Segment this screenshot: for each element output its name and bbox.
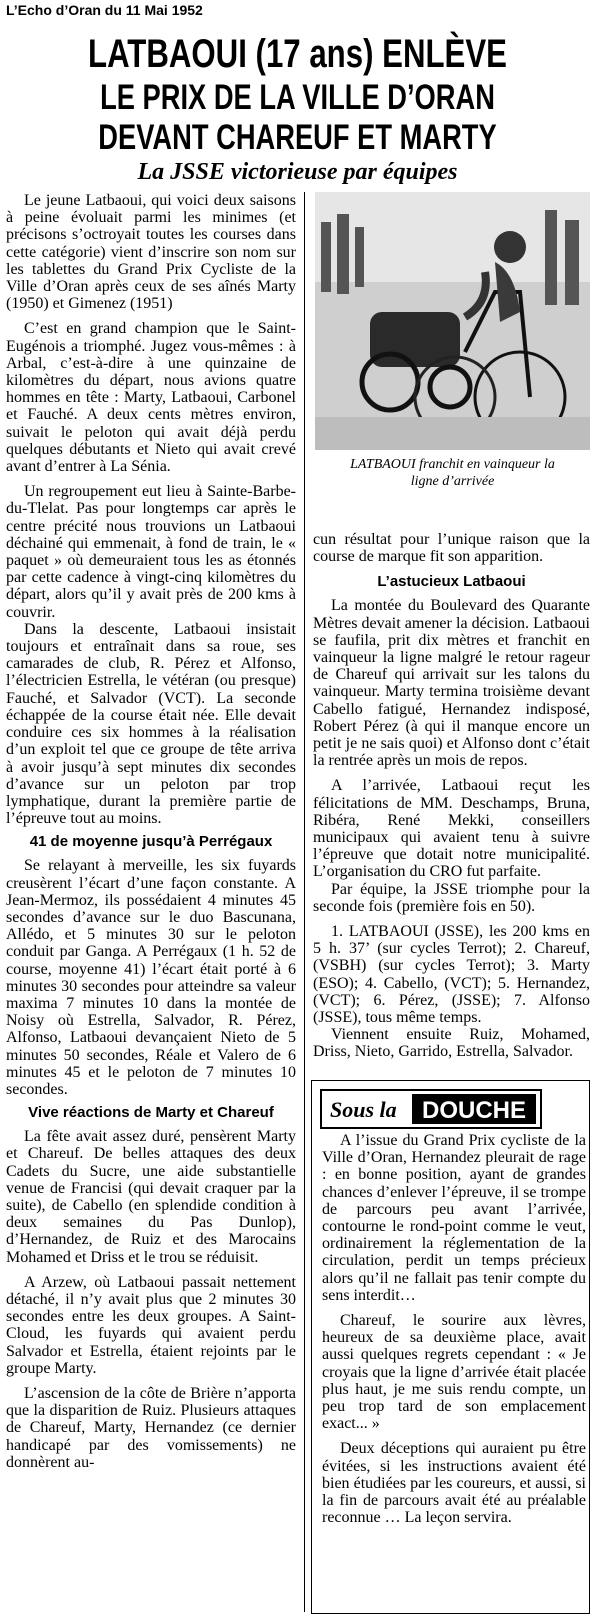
headline-line-1: LATBAOUI (17 ans) ENLÈVE <box>88 32 507 76</box>
race-finish-photo <box>315 192 590 450</box>
article-paragraph: La montée du Boulevard des Quarante Mètres devait amener la décision. Latbaoui se faufila, prit dix mètres et franchit en vainqueur la ligne malgré le retour rageur de Chareuf qui arrivait sur les talons du vainqueur. Marty termina troisième devant Cabello fatigué, Hernandez indisposé, Robert Pérez (à qui il manque encore un petit je ne sais quoi) et Alfonso dont c’était la rentrée après un mois de repos. <box>313 597 590 770</box>
logo-script-text: Sous la <box>330 1097 397 1122</box>
section-subheading: Vive réactions de Marty et Chareuf <box>28 1104 274 1122</box>
article-paragraph: C’est en grand champion que le Saint-Eugénois a triomphé. Jugez vous-mêmes : à Arbal, c’est-à-dire à une quinzaine de kilomètres du départ, nous avions quatre hommes en tête : Marty, Latbaoui, Carbonel et Fauché. A deux cents mètres environ, suivait le peloton qui avait déjà perdu quelques débutants et Nieto qui avait crevé avant d’entrer à La Sénia. <box>6 320 296 476</box>
headline-line-3: DEVANT CHAREUF ET MARTY <box>98 118 497 157</box>
article-paragraph: Dans la descente, Latbaoui insistait toujours et entraînait dans sa roue, ses camarades de club, R. Pérez et Alfonso, l’électricien Estrella, le vétéran (ou presque) Fauché, et Salvador (VCT). La seconde échappée de la course était née. Elle devait conduire ces six hommes à la réalisation d’un exploit tel que ce groupe de tête arriva à avoir jusqu’à sept minutes dix secondes d’avance sur un peloton par trop lymphatique, durant la première partie de l’épreuve tout au moins. <box>6 620 296 828</box>
article-paragraph: L’ascension de la côte de Brière n’apporta que la disparition de Ruiz. Plusieurs attaques de Chareuf, Marty, Hernandez (ce dernier handicapé par des vomissements) ne donnèrent au- <box>6 1385 296 1471</box>
newspaper-source-line: L’Echo d’Oran du 11 Mai 1952 <box>6 2 203 18</box>
box-paragraph: Chareuf, le sourire aux lèvres, heureux de sa deuxième place, avait aussi quelques regrets cependant : « Je croyais que la ligne d’arrivée était placée plus haut, je me suis rendu compte, un peu trop tard de son emplacement exact... » <box>322 1312 586 1433</box>
column-divider <box>304 192 305 1612</box>
headline-line-2: LE PRIX DE LA VILLE D’ORAN <box>100 78 495 117</box>
cyclist-illustration <box>315 192 590 450</box>
race-results: 1. LATBAOUI (JSSE), les 200 kms en 5 h. 37’ (sur cycles Terrot); 2. Chareuf, (VSBH) (sur cycles Terrot); 3. Marty (ESO); 4. Cabello, (VCT); 5. Hernandez, (VCT); 6. Pérez, (JSSE); 7. Alfonso (JSSE), tous même temps. <box>313 923 590 1027</box>
photo-caption-line: LATBAOUI franchit en vainqueur la <box>350 457 555 472</box>
race-results-others: Viennent ensuite Ruiz, Mohamed, Driss, Nieto, Garrido, Estrella, Salvador. <box>313 1026 590 1061</box>
box-paragraph: Deux déceptions qui auraient pu être évitées, si les instructions avaient été bien étudiées par les coureurs, et aussi, si la fin de parcours avait été au préalable reconnue … La leçon servira. <box>322 1440 586 1527</box>
article-paragraph: A Arzew, où Latbaoui passait nettement détaché, il n’y avait plus que 2 minutes 30 secondes entre les deux groupes. A Saint-Cloud, les fuyards qui avaient perdu Salvador et Estrella, étaient rejoints par le groupe Marty. <box>6 1273 296 1377</box>
article-paragraph: Le jeune Latbaoui, qui voici deux saisons à peine évoluait parmi les minimes (et précisons s’octroyait toutes les courses dans cette catégorie) vient d’inscrire son nom sur les tablettes du Grand Prix Cycliste de la Ville d’Oran après ceux de ses aînés Marty (1950) et Gimenez (1951) <box>6 192 296 313</box>
box-text <box>322 1132 586 1534</box>
left-column <box>6 192 296 1471</box>
section-subheading: L’astucieux Latbaoui <box>377 573 526 591</box>
sous-la-douche-logo <box>320 1089 542 1129</box>
article-paragraph: Un regroupement eut lieu à Sainte-Barbe-du-Tlelat. Pas pour longtemps car après le centre précité nous trouvions un Latbaoui déchainé qui emmenait, à fond de train, le « paquet » où demeuraient tous les as étonnés par cette cadence à vingt-cinq kilomètres du départ, alors qu’il y avait près de 200 kms à couvrir. <box>6 483 296 621</box>
right-column <box>313 531 590 1069</box>
subheadline: La JSSE victorieuse par équipes <box>137 159 458 185</box>
photo-caption <box>315 456 590 490</box>
article-paragraph: Se relayant à merveille, les six fuyards creusèrent l’écart d’une façon constante. A Jean-Mermoz, ils possédaient 4 minutes 45 secondes d’avance sur le duo Bascunana, Allédo, et 5 minutes 30 sur le peloton conduit par Ganga. A Perrégaux (1 h. 52 de course, moyenne 41) l’écart était porté à 6 minutes 30 secondes pour atteindre sa valeur maxima 7 minutes 10 dans la montée de Noisy où Estrella, Salvador, R. Pérez, Alfonso, Latbaoui devançaient Nieto de 5 minutes 50 secondes, Réale et Valero de 6 minutes 45 et le peloton de 7 minutes 10 secondes. <box>6 857 296 1098</box>
article-paragraph: La fête avait assez duré, pensèrent Marty et Chareuf. De belles attaques des deux Cadets du Sucre, une aide substantielle venue de Francisi (qui devait craquer par la suite), de Cabello (en splendide condition à deux semaines du Pas Dunlop), d’Hernandez, de Ruiz et des Marocains Mohamed et Driss et le trou se réduisit. <box>6 1128 296 1266</box>
box-paragraph: A l’issue du Grand Prix cycliste de la Ville d’Oran, Hernandez pleurait de rage : en bonne position, ayant de grandes chances d’enlever l’épreuve, il se trompe de parcours peu avant l’arrivée, contourne le rond-point comme le veut, ordinairement la réglementation de la circulation, perdit un temps précieux alors qu’il ne fallait pas tenir compte du sens interdit… <box>322 1132 586 1304</box>
article-paragraph: A l’arrivée, Latbaoui reçut les félicitations de MM. Deschamps, Bruna, Ribéra, René Mekki, conseillers municipaux qui avaient tenu à suivre l’épreuve que dotait notre municipalité. L’organisation du CRO fut parfaite. <box>313 777 590 881</box>
section-subheading: 41 de moyenne jusqu’à Perrégaux <box>29 833 273 851</box>
logo-word-text: DOUCHE <box>421 1097 527 1124</box>
photo-caption-line: ligne d’arrivée <box>410 474 495 489</box>
article-paragraph: Par équipe, la JSSE triomphe pour la seconde fois (première fois en 50). <box>313 880 590 915</box>
article-paragraph: cun résultat pour l’unique raison que la course de marque fit son apparition. <box>313 531 590 566</box>
